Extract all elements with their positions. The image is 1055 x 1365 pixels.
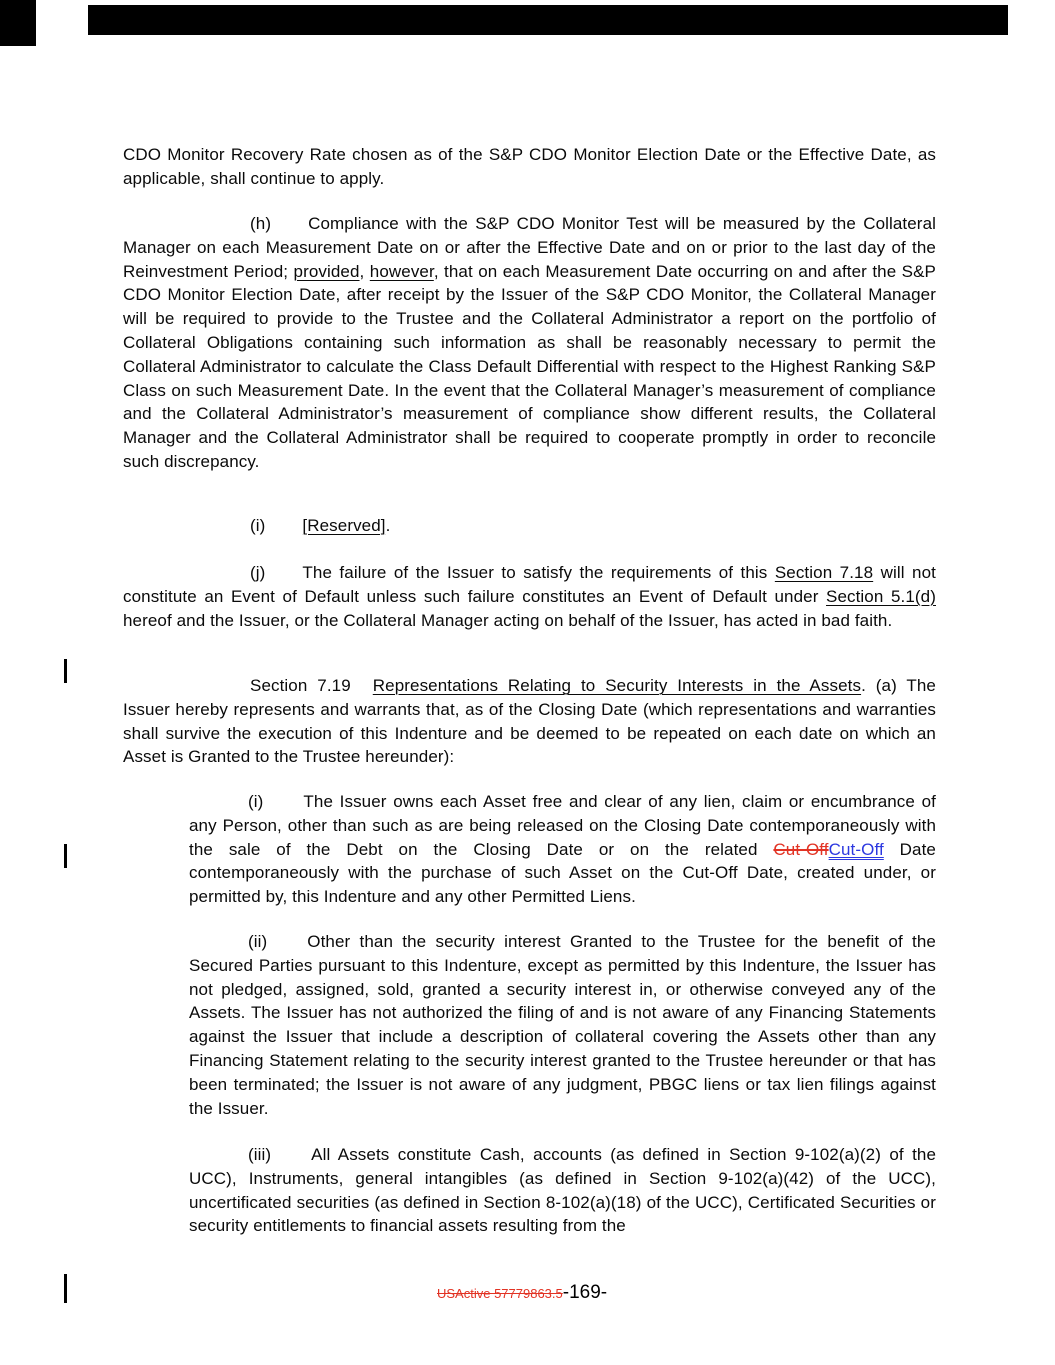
paragraph-label: (i) <box>248 792 264 811</box>
paragraph-label: (j) <box>250 563 266 582</box>
paragraph-text: All Assets constitute Cash, accounts (as defined in Section 9-102(a)(2) of the UCC), Instruments, general intangibles (as defined in Section 9-102(a)(42) of the UCC), uncertificated securities (as defined in Section 8-102(a)(18) of the UCC), Certificated Securities or security entitlements to financial assets resulting from the <box>189 1145 936 1236</box>
subparagraph-ii <box>189 930 936 1120</box>
redaction-bar <box>88 5 1008 35</box>
section-number: Section 7.19 <box>250 676 351 695</box>
paragraph-i-reserved <box>123 514 936 538</box>
change-bar <box>64 659 67 683</box>
paragraph-text: Compliance with the S&P CDO Monitor Test will be measured by the Collateral Manager on each Measurement Date on or after the Effective Date and on or prior to the last day of the Reinvestment Period; <box>123 214 936 281</box>
paragraph-section-7-19 <box>123 674 936 769</box>
paragraph-j <box>123 561 936 632</box>
paragraph-text: The Issuer owns each Asset free and clear of any lien, claim or encumbrance of any Person, other than such as are being released on the Closing Date contemporaneously with the sale of the Debt on the Closing Date or on the related <box>189 792 936 859</box>
paragraph-text: . (a) The Issuer hereby represents and warrants that, as of the Closing Date (which representations and warranties shall survive the execution of this Indenture and be deemed to be repeated on each date on which an Asset is Granted to the Trustee hereunder): <box>123 676 936 767</box>
paragraph-continued <box>123 143 936 191</box>
paragraph-text: , that on each Measurement Date occurring on and after the S&P CDO Monitor Election Date, after receipt by the Issuer of the S&P CDO Monitor, the Collateral Manager will be required to provide to the Trustee and the Collateral Administrator a report on the portfolio of Collateral Obligations containing such information as shall be reasonably necessary to permit the Collateral Administrator to calculate the Class Default Differential with respect to the Highest Ranking S&P Class on such Measurement Date. In the event that the Collateral Manager’s measurement of compliance and the Collateral Administrator’s measurement of compliance show different results, the Collateral Manager and the Collateral Administrator shall be required to cooperate promptly in order to reconcile such discrepancy. <box>123 261 936 471</box>
paragraph-label: (i) <box>250 516 266 535</box>
paragraph-text: CDO Monitor Recovery Rate chosen as of the S&P CDO Monitor Election Date or the Effective Date, as applicable, shall continue to apply. <box>123 145 936 188</box>
paragraph-h <box>123 212 936 474</box>
paragraph-label: (ii) <box>248 932 268 951</box>
paragraph-text: , <box>359 261 370 281</box>
redaction-square <box>0 0 36 46</box>
subparagraph-i <box>189 790 936 909</box>
paragraph-text: . <box>385 516 391 535</box>
paragraph-label: (h) <box>250 214 272 233</box>
paragraph-text: Date contemporaneously with the purchase of such Asset on the Cut-Off Date, created under, or permitted by, this Indenture and any other Permitted Liens. <box>189 839 936 907</box>
paragraph-label: (iii) <box>248 1145 272 1164</box>
however-emphasis: however <box>369 261 434 281</box>
paragraph-text: will not constitute an Event of Default unless such failure constitutes an Event of Default under <box>123 563 936 606</box>
document-id-deleted-text: USActive 57779863.5 <box>437 1286 563 1301</box>
change-bar <box>64 844 67 868</box>
cut-off-inserted-text: Cut-Off <box>828 839 884 859</box>
section-7-18-reference: Section 7.18 <box>774 563 874 582</box>
section-5-1d-reference: Section 5.1(d) <box>826 586 936 606</box>
paragraph-text: hereof and the Issuer, or the Collateral Manager acting on behalf of the Issuer, has acted in bad faith. <box>123 610 893 630</box>
reserved-label: [Reserved] <box>302 516 386 535</box>
subparagraph-iii <box>189 1143 936 1238</box>
page-number: -169- <box>562 1282 608 1303</box>
page-footer <box>437 1282 607 1304</box>
change-bar <box>64 1274 67 1303</box>
paragraph-text: The failure of the Issuer to satisfy the requirements of this <box>302 563 775 582</box>
provided-emphasis: provided <box>293 261 360 281</box>
section-title: Representations Relating to Security Interests in the Assets <box>372 676 862 695</box>
cut-off-deleted-text: Cut-Off <box>773 839 829 859</box>
paragraph-text: Other than the security interest Granted to the Trustee for the benefit of the Secured Parties pursuant to this Indenture, except as permitted by this Indenture, the Issuer has not pledged, assigned, sold, granted a security interest in, or otherwise conveyed any of the Assets. The Issuer has not authorized the filing of and is not aware of any Financing Statements against the Issuer that include a description of collateral covering the Assets other than any Financing Statement relating to the security interest granted to the Trustee hereunder or that has been terminated; the Issuer is not aware of any judgment, PBGC liens or tax lien filings against the Issuer. <box>189 932 936 1118</box>
